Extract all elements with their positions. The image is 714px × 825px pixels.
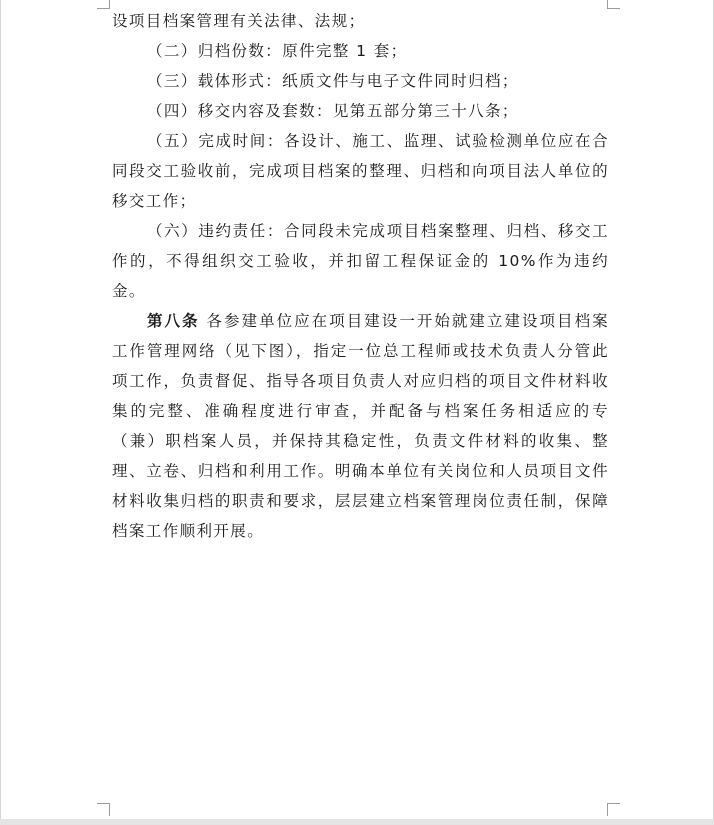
paragraph-continuation: 设项目档案管理有关法律、法规； (112, 12, 366, 30)
paragraph-item-4: （四）移交内容及套数：见第五部分第三十八条； (147, 102, 519, 120)
paragraph-item-2: （二）归档份数：原件完整 1 套； (147, 42, 408, 60)
page-corner-mark-bottom-right (607, 803, 620, 816)
article-8-heading: 第八条 (147, 312, 200, 330)
article-8-paragraph (112, 306, 609, 546)
paragraph-item-3: （三）载体形式：纸质文件与电子文件同时归档； (147, 72, 519, 90)
document-body (112, 6, 609, 546)
page-gap (0, 819, 714, 825)
paragraph-item-5: （五）完成时间：各设计、施工、监理、试验检测单位应在合同段交工验收前，完成项目档案的整理、归档和向项目法人单位的移交工作； (112, 132, 609, 210)
article-8-body: 各参建单位应在项目建设一开始就建立建设项目档案工作管理网络（见下图），指定一位总工程师或技术负责人分管此项工作，负责督促、指导各项目负责人对应归档的项目文件材料收集的完整、准确程度进行审查，并配备与档案任务相适应的专（兼）职档案人员，并保持其稳定性，负责文件材料的收集、整理、立卷、归档和利用工作。明确本单位有关岗位和人员项目文件材料收集归档的职责和要求，层层建立档案管理岗位责任制，保障档案工作顺利开展。 (112, 312, 609, 540)
page-corner-mark-top-left (97, 0, 110, 9)
page-corner-mark-bottom-left (97, 803, 110, 816)
paragraph-item-6: （六）违约责任：合同段未完成项目档案整理、归档、移交工作的，不得组织交工验收，并扣留工程保证金的 10%作为违约金。 (112, 222, 609, 300)
